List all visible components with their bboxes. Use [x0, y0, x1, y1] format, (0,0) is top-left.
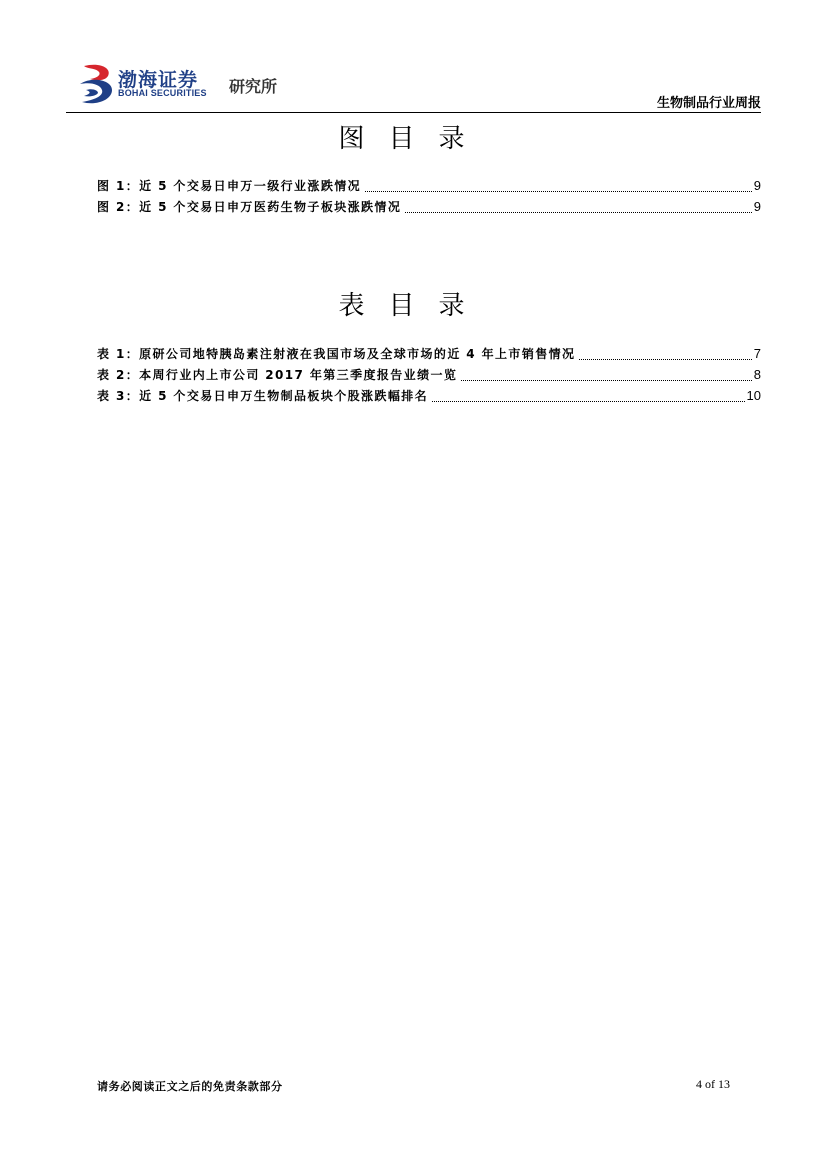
page-indicator: 4 of 13: [696, 1077, 730, 1091]
toc-entry-label[interactable]: 图 1：近 5 个交易日申万一级行业涨跌情况: [97, 179, 362, 193]
toc-entry-label[interactable]: 图 2：近 5 个交易日申万医药生物子板块涨跌情况: [97, 200, 402, 214]
toc-entry-page[interactable]: 7: [753, 346, 761, 361]
report-type: 生物制品行业周报: [656, 96, 761, 111]
toc-entry-label[interactable]: 表 3：近 5 个交易日申万生物制品板块个股涨跌幅排名: [97, 389, 429, 403]
toc-entry-page[interactable]: 9: [753, 178, 761, 193]
toc-dot-leader: [432, 400, 744, 402]
toc-entry[interactable]: [97, 198, 761, 219]
toc-entry[interactable]: [97, 345, 761, 366]
logo-chinese-name: 渤海证券: [118, 69, 199, 91]
toc-entry[interactable]: [97, 177, 761, 198]
toc-entry-label[interactable]: 表 2：本周行业内上市公司 2017 年第三季度报告业绩一览: [97, 368, 458, 382]
header-divider: [66, 112, 761, 113]
institute-label: 研究所: [229, 77, 278, 96]
bohai-logo-icon: [78, 62, 116, 106]
figures-toc-list: [97, 177, 761, 219]
toc-dot-leader: [461, 379, 751, 381]
tables-toc-title: 表目录: [338, 291, 489, 321]
tables-toc-list: [97, 345, 761, 408]
figures-toc-title: 图目录: [338, 124, 489, 154]
bohai-logo: [78, 62, 293, 106]
toc-entry-page[interactable]: 9: [753, 199, 761, 214]
toc-dot-leader: [405, 211, 752, 213]
toc-dot-leader: [579, 358, 751, 360]
toc-entry[interactable]: [97, 387, 761, 408]
page-header: [0, 0, 827, 120]
toc-entry-label[interactable]: 表 1：原研公司地特胰岛素注射液在我国市场及全球市场的近 4 年上市销售情况: [97, 347, 576, 361]
disclaimer-note: 请务必阅读正文之后的免责条款部分: [97, 1080, 283, 1093]
logo-english-name: BOHAI SECURITIES: [118, 88, 207, 98]
toc-dot-leader: [365, 190, 752, 192]
toc-entry-page[interactable]: 10: [746, 388, 761, 403]
toc-entry-page[interactable]: 8: [753, 367, 761, 382]
toc-entry[interactable]: [97, 366, 761, 387]
